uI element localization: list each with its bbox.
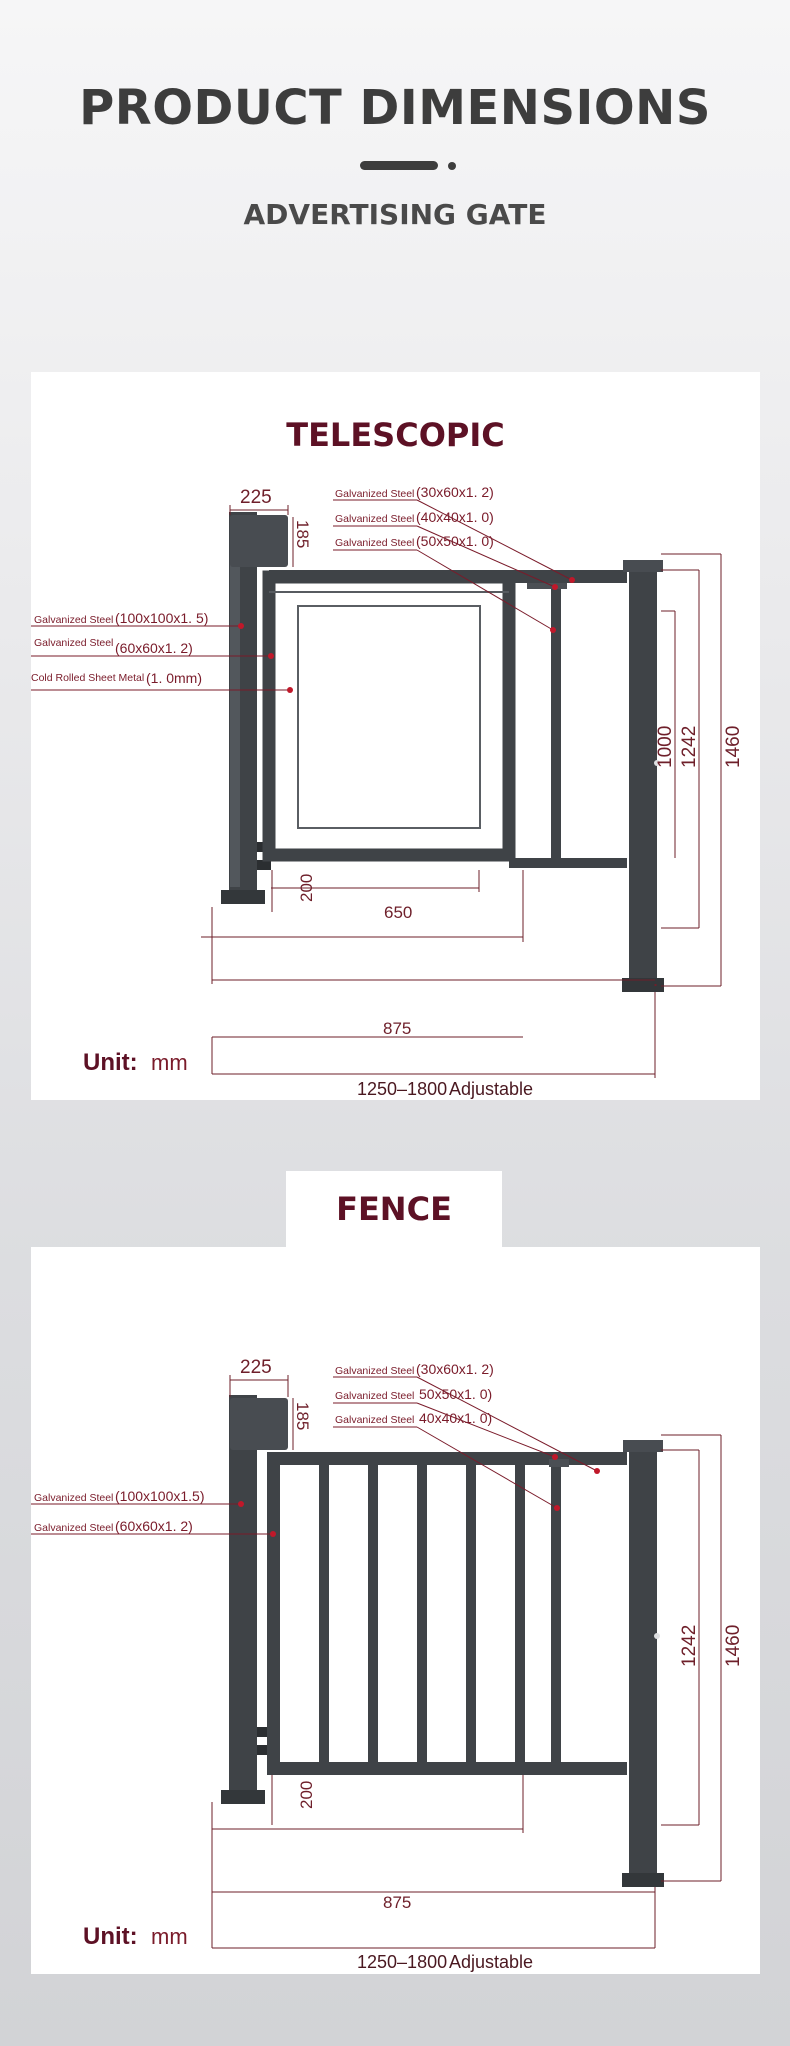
fence-post-cap-box	[230, 1398, 288, 1450]
fence-label-top2-name: Galvanized Steel	[335, 1390, 415, 1402]
unit-label: Unit:	[83, 1049, 138, 1076]
fence-left-post	[229, 1395, 257, 1795]
left-post-base	[221, 890, 265, 904]
fence-right-post	[629, 1450, 657, 1875]
right-post	[629, 570, 657, 980]
label-left1-spec: (100x100x1. 5)	[115, 610, 209, 626]
label-left2-spec: (60x60x1. 2)	[115, 640, 193, 656]
divider-bar	[360, 161, 438, 170]
range-value: 1250–1800	[357, 1079, 448, 1099]
dim-post-width: 225	[240, 487, 272, 508]
fence-dim-post-width: 225	[240, 1357, 272, 1378]
fence-label-left1-spec: (100x100x1.5)	[115, 1488, 205, 1504]
dim-650: 650	[384, 903, 413, 922]
page-title: PRODUCT DIMENSIONS	[79, 80, 711, 136]
telescopic-drawing	[31, 372, 760, 1100]
fence-label-top1-spec: (30x60x1. 2)	[416, 1361, 494, 1377]
fence-dim-post-cap: 185	[293, 1402, 312, 1431]
label-top3-name: Galvanized Steel	[335, 537, 415, 549]
bottom-rail-ext	[509, 858, 627, 868]
label-left1-name: Galvanized Steel	[34, 614, 114, 626]
label-top1-name: Galvanized Steel	[335, 488, 415, 500]
telescopic-title: TELESCOPIC	[286, 416, 505, 454]
dim-875: 875	[383, 1019, 412, 1038]
fence-label-top1-name: Galvanized Steel	[335, 1365, 415, 1377]
dim-1242: 1242	[679, 725, 700, 768]
label-top3-spec: (50x50x1. 0)	[416, 533, 494, 549]
range-suffix: Adjustable	[449, 1079, 534, 1099]
divider-dot	[448, 162, 456, 170]
dim-1000: 1000	[655, 725, 676, 768]
fence-gate-tab: FENCE	[286, 1171, 502, 1247]
fence-label-left1-name: Galvanized Steel	[34, 1492, 114, 1504]
fence-label-top2-spec: 50x50x1. 0)	[419, 1386, 493, 1402]
label-left2-name: Galvanized Steel	[34, 637, 114, 649]
fence-label-top3-spec: 40x40x1. 0)	[419, 1410, 493, 1426]
fence-label-top3-name: Galvanized Steel	[335, 1414, 415, 1426]
dim-post-cap: 185	[293, 520, 312, 549]
label-left3-spec: (1. 0mm)	[146, 670, 202, 686]
fence-range-suffix: Adjustable	[449, 1952, 534, 1972]
title-divider	[360, 161, 442, 171]
slider-bar	[551, 583, 561, 858]
fence-dim-200: 200	[297, 1780, 316, 1809]
fence-label-left2-name: Galvanized Steel	[34, 1522, 114, 1534]
dim-1460: 1460	[723, 725, 744, 768]
unit-value: mm	[151, 1050, 188, 1075]
telescopic-panel	[31, 372, 760, 1100]
fence-panel	[31, 1247, 760, 1974]
fence-bottom-rail	[267, 1762, 627, 1775]
label-top2-spec: (40x40x1. 0)	[416, 509, 494, 525]
fence-dim-875: 875	[383, 1893, 412, 1912]
fence-dim-1242: 1242	[679, 1624, 700, 1667]
fence-unit-value: mm	[151, 1924, 188, 1949]
fence-unit-label: Unit:	[83, 1923, 138, 1950]
ad-panel	[298, 606, 480, 828]
fence-dim-1460: 1460	[723, 1624, 744, 1667]
label-top1-spec: (30x60x1. 2)	[416, 484, 494, 500]
fence-range-value: 1250–1800	[357, 1952, 448, 1972]
label-top2-name: Galvanized Steel	[335, 513, 415, 525]
label-left3-name: Cold Rolled Sheet Metal	[31, 672, 145, 684]
fence-label-left2-spec: (60x60x1. 2)	[115, 1518, 193, 1534]
fence-bars	[319, 1465, 561, 1762]
fence-drawing	[31, 1247, 760, 1974]
page-subtitle: ADVERTISING GATE	[243, 198, 547, 231]
post-cap-box	[230, 515, 288, 567]
dim-200: 200	[297, 873, 316, 902]
